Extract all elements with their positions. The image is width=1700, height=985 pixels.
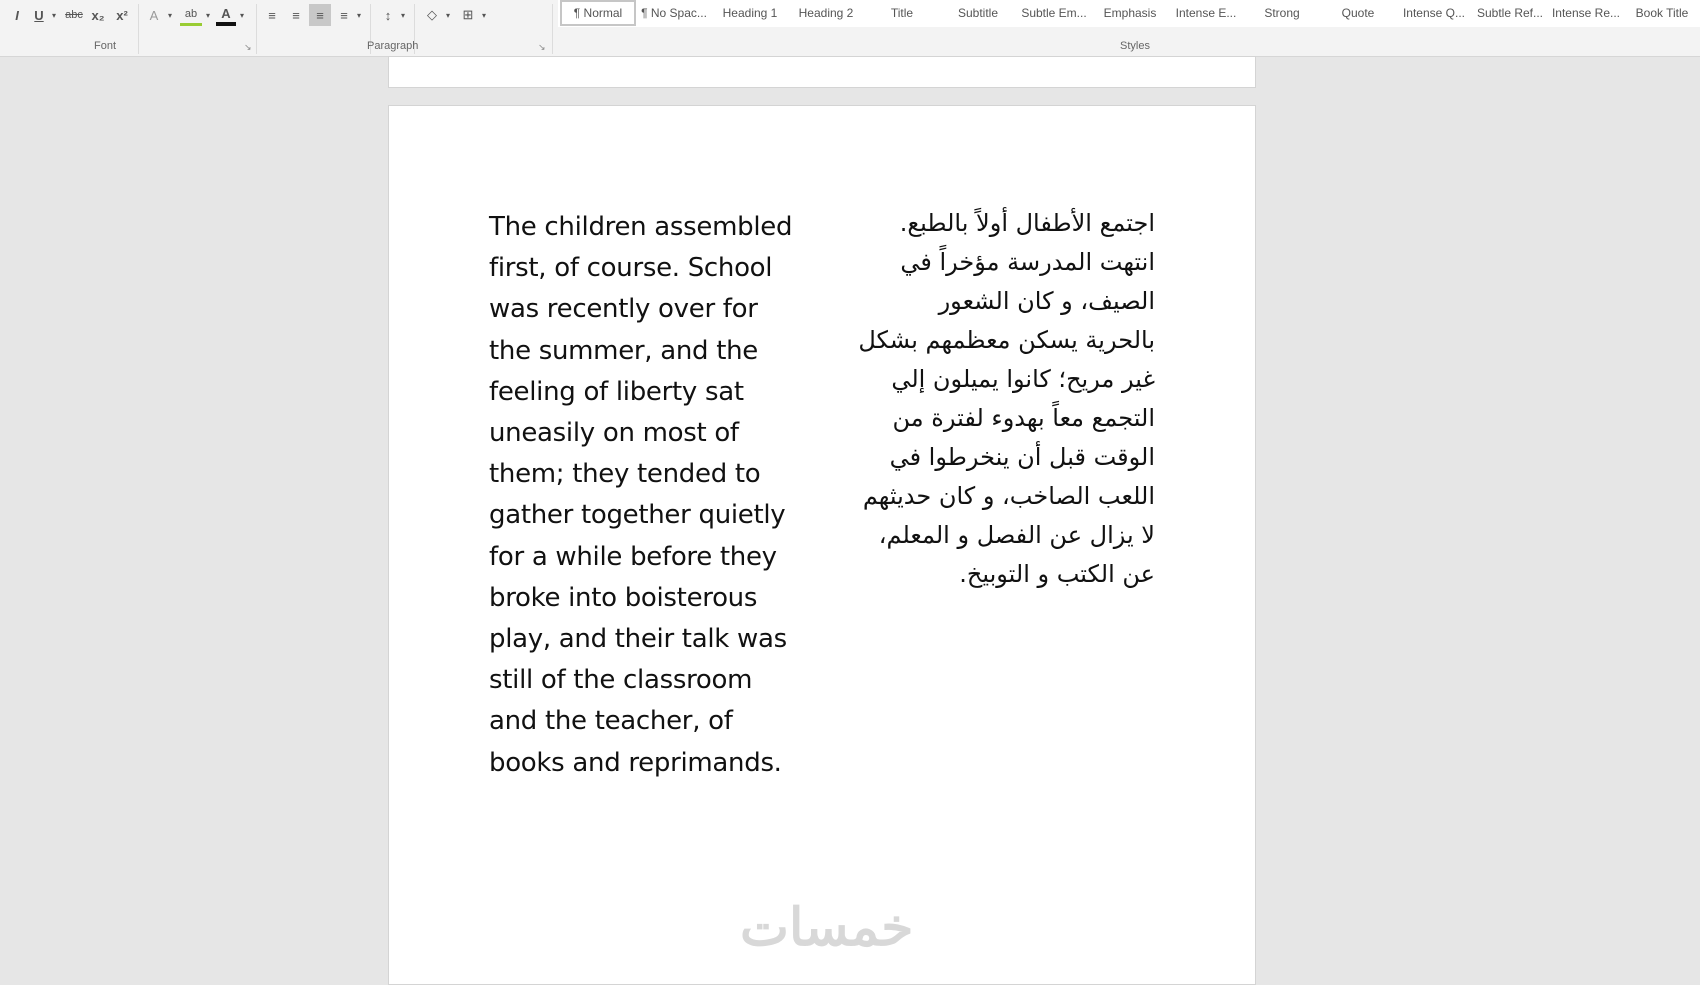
shading-icon[interactable]: ◇ [427,7,437,22]
style-book-title[interactable]: Book Title [1624,0,1700,26]
style-no-spacing[interactable]: ¶ No Spac... [636,0,712,26]
align-left-icon[interactable]: ≡ [268,7,276,23]
arabic-line: عن الكتب و التوبيخ. [959,560,1155,588]
arabic-line: لا يزال عن الفصل و المعلم، [878,521,1155,549]
style-heading-2[interactable]: Heading 2 [788,0,864,26]
style-subtitle[interactable]: Subtitle [940,0,1016,26]
align-center-icon[interactable]: ≡ [292,7,300,23]
english-line: books and reprimands. [489,747,782,778]
previous-page [388,56,1256,88]
english-line: still of the classroom [489,665,753,696]
borders-icon[interactable]: ⊞ [462,7,474,22]
paragraph-dialog-launcher-icon[interactable]: ↘ [538,42,546,52]
arabic-line: اجتمع الأطفال أولاً بالطبع. [899,209,1155,237]
italic-button[interactable]: I [15,7,19,23]
justify-dropdown-icon[interactable]: ▾ [356,10,361,20]
font-dialog-launcher-icon[interactable]: ↘ [244,42,252,52]
underline-dropdown-icon[interactable]: ▾ [51,10,56,20]
english-line: broke into boisterous [489,582,758,613]
font-color-button[interactable]: A [216,4,236,26]
english-line: feeling of liberty sat [489,376,744,407]
style-strong[interactable]: Strong [1244,0,1320,26]
align-right-icon[interactable]: ≡ [309,4,331,26]
line-spacing-icon[interactable]: ↕ [384,7,392,23]
paragraph-group-label: Paragraph [367,40,419,52]
english-line: first, of course. School [489,253,773,284]
styles-gallery [560,0,1700,26]
style-intense-emphasis[interactable]: Intense E... [1168,0,1244,26]
justify-icon[interactable]: ≡ [340,7,348,23]
borders-dropdown-icon[interactable]: ▾ [481,10,486,20]
style-title[interactable]: Title [864,0,940,26]
superscript-button[interactable]: x² [116,7,128,23]
font-group-label: Font [94,40,117,52]
style-emphasis[interactable]: Emphasis [1092,0,1168,26]
english-line: play, and their talk was [489,624,787,655]
english-line: uneasily on most of [489,418,739,449]
style-intense-reference[interactable]: Intense Re... [1548,0,1624,26]
subscript-button[interactable]: x₂ [91,7,105,23]
font-color-dropdown-icon[interactable]: ▾ [239,10,244,20]
style-subtle-emphasis[interactable]: Subtle Em... [1016,0,1092,26]
styles-group-label: Styles [1120,40,1150,52]
watermark-logo: خمسات [740,899,914,957]
style-quote[interactable]: Quote [1320,0,1396,26]
arabic-line: الوقت قبل أن ينخرطوا في [889,443,1155,471]
highlight-dropdown-icon[interactable]: ▾ [205,10,210,20]
style-intense-quote[interactable]: Intense Q... [1396,0,1472,26]
arabic-line: بالحرية يسكن معظمهم بشكل [858,326,1155,354]
arabic-line: انتهت المدرسة مؤخراً في [900,248,1155,276]
highlight-button[interactable]: ab [180,4,202,26]
arabic-line: اللعب الصاخب، و كان حديثهم [862,482,1155,510]
text-effects-dropdown-icon[interactable]: ▾ [167,10,172,20]
ribbon [0,0,1700,57]
english-line: for a while before they [489,541,777,572]
underline-button[interactable]: U [34,7,44,23]
english-line: The children assembled [489,212,793,242]
english-column[interactable] [489,207,792,784]
english-line: the summer, and the [489,335,758,366]
english-line: them; they tended to [489,459,761,490]
strikethrough-button[interactable]: abc [65,9,83,21]
english-line: gather together quietly [489,500,786,531]
arabic-line: غير مريح؛ كانوا يميلون إلي [891,365,1155,393]
arabic-column[interactable] [858,204,1155,594]
line-spacing-dropdown-icon[interactable]: ▾ [400,10,405,20]
english-line: was recently over for [489,294,758,325]
style-heading-1[interactable]: Heading 1 [712,0,788,26]
english-line: and the teacher, of [489,706,733,737]
shading-dropdown-icon[interactable]: ▾ [445,10,450,20]
arabic-line: الصيف، و كان الشعور [938,287,1155,315]
style-subtle-reference[interactable]: Subtle Ref... [1472,0,1548,26]
arabic-line: التجمع معاً بهدوء لفترة من [892,404,1155,432]
text-effects-button[interactable]: A [149,7,159,23]
style-normal[interactable]: ¶ Normal [560,0,636,26]
